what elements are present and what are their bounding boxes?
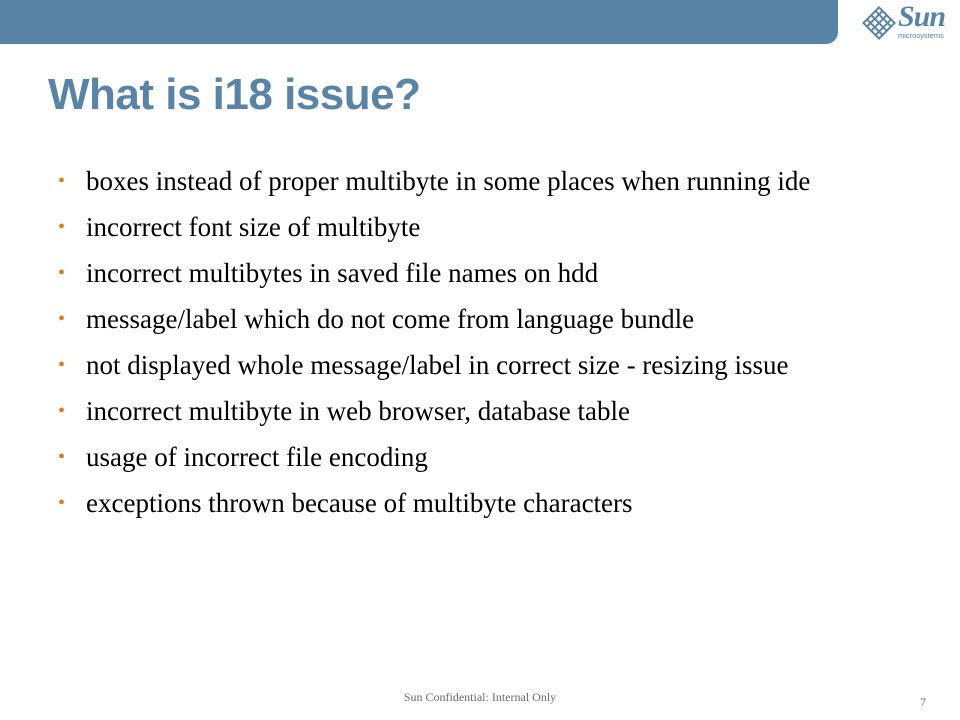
sun-logo xyxy=(862,0,952,46)
bullet-item xyxy=(58,442,918,472)
page-number: 7 xyxy=(920,695,926,709)
bullet-text: incorrect multibytes in saved file names on hdd xyxy=(86,258,599,288)
bullet-item xyxy=(58,212,918,242)
bullet-marker: • xyxy=(58,354,66,376)
bullet-item xyxy=(58,304,918,334)
bullet-item xyxy=(58,258,918,288)
bullet-text: message/label which do not come from language bundle xyxy=(86,304,695,334)
bullet-list xyxy=(58,166,918,534)
bullet-marker: • xyxy=(58,492,66,514)
bullet-item xyxy=(58,488,918,518)
bullet-item xyxy=(58,350,918,380)
bullet-text: incorrect multibyte in web browser, database table xyxy=(86,396,630,426)
logo-wordmark: Sun xyxy=(898,0,946,33)
bullet-marker: • xyxy=(58,400,66,422)
bullet-marker: • xyxy=(58,308,66,330)
bullet-text: exceptions thrown because of multibyte characters xyxy=(86,488,633,518)
bullet-text: incorrect font size of multibyte xyxy=(86,212,421,242)
bullet-marker: • xyxy=(58,446,66,468)
bullet-marker: • xyxy=(58,170,66,192)
sun-logo-icon xyxy=(862,6,896,40)
bullet-text: usage of incorrect file encoding xyxy=(86,442,428,472)
bullet-item xyxy=(58,396,918,426)
bullet-marker: • xyxy=(58,262,66,284)
slide-title: What is i18 issue? xyxy=(48,70,421,119)
logo-subtitle: microsystems xyxy=(898,31,944,40)
bullet-text: not displayed whole message/label in correct size - resizing issue xyxy=(86,350,789,380)
footer-confidential: Sun Confidential: Internal Only xyxy=(403,690,557,704)
bullet-item xyxy=(58,166,918,196)
bullet-text: boxes instead of proper multibyte in some places when running ide xyxy=(86,166,811,196)
bullet-marker: • xyxy=(58,216,66,238)
header-banner xyxy=(0,0,838,44)
